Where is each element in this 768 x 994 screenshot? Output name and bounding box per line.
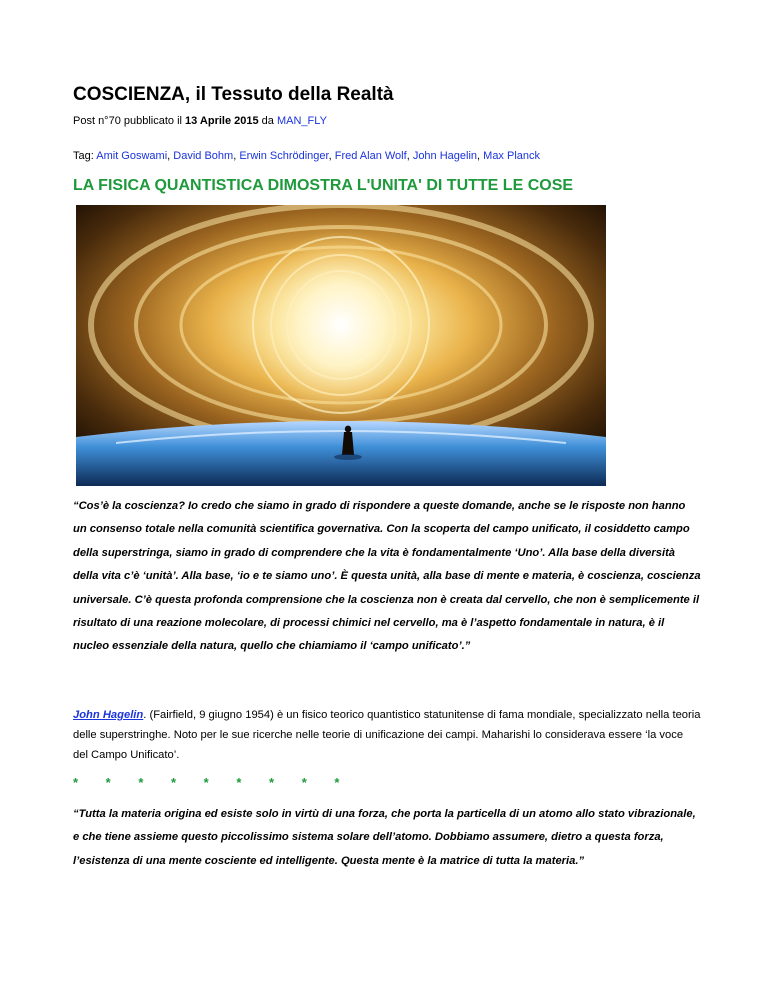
tag-link-max-planck[interactable]: Max Planck (483, 150, 541, 162)
section-heading: LA FISICA QUANTISTICA DIMOSTRA L'UNITA' DI TUTTE LE COSE (73, 177, 574, 194)
tag-link-david-bohm[interactable]: David Bohm (173, 150, 234, 162)
author-link[interactable]: MAN_FLY (276, 115, 327, 127)
tag-link-erwin-schrodinger[interactable]: Erwin Schrödinger (239, 150, 329, 162)
john-hagelin-link[interactable]: John Hagelin (73, 709, 144, 721)
tags-label: Tag: (73, 150, 97, 162)
tag-link-john-hagelin[interactable]: John Hagelin (412, 150, 478, 162)
hagelin-bio (73, 705, 701, 765)
post-date: 13 Aprile 2015 (185, 115, 259, 127)
tag-link-amit-goswami[interactable]: Amit Goswami (96, 150, 168, 162)
cosmic-eye-spiral-image (76, 205, 606, 486)
star-separator: * * * * * * * * * (73, 775, 352, 790)
planck-quote: “Tutta la materia origina ed esiste solo in virtù di una forza, che porta la particella di un atomo allo stato vibrazionale, e che tiene assieme questo piccolissimo sistema solare dell’atomo. Dobbiamo assumere, dietro a questa forza, l’esistenza di una mente cosciente ed intelligente. Questa mente è la matrice di tutta la materia.” (73, 808, 696, 867)
tag-list: Tag: Amit Goswami, David Bohm, Erwin Schrödinger, Fred Alan Wolf, John Hagelin, Max Planck (73, 150, 541, 162)
bio-text: . (Fairfield, 9 giugno 1954) è un fisico teorico quantistico statunitense di fama mondiale, specializzato nella teoria delle superstringhe. Noto per le sue ricerche nelle teorie di unificazione dei campi. Maharishi lo considerava essere ‘la voce del Campo Unificato’. (73, 709, 701, 761)
post-meta (73, 115, 327, 127)
post-meta-prefix: Post n°70 pubblicato il (73, 115, 186, 127)
tag-link-fred-alan-wolf[interactable]: Fred Alan Wolf (334, 150, 407, 162)
hagelin-quote: “Cos’è la coscienza? Io credo che siamo in grado di rispondere a queste domande, anche se le risposte non hanno un consenso totale nella comunità scientifica governativa. Con la scoperta del campo unificato, il cosiddetto campo della superstringa, siamo in grado di comprendere che la vita è fondamentalmente ‘Uno’. Alla base della diversità della vita c’è ‘unità’. Alla base, ‘io e te siamo uno’. È questa unità, alla base di mente e materia, è coscienza, coscienza universale. C’è questa profonda comprensione che la coscienza non è creata dal cervello, che non è semplicemente il risultato di una reazione molecolare, di processi chimici nel cervello, ma è l’aspetto fondamentale in natura, è il nucleo essenziale della natura, quello che chiamiamo il ‘campo unificato’.” (73, 500, 701, 653)
post-meta-by: da (258, 115, 277, 127)
post-title: COSCIENZA, il Tessuto della Realtà (73, 84, 394, 105)
